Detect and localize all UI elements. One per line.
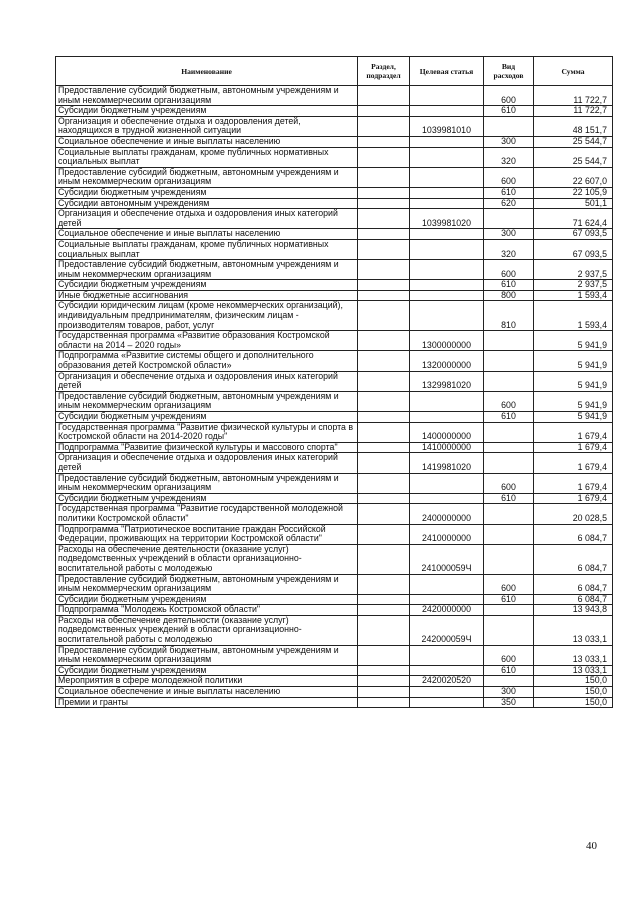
row-section-cell — [358, 453, 410, 473]
row-section-cell — [358, 422, 410, 442]
table-row — [56, 524, 613, 544]
table-row — [56, 147, 613, 167]
row-kind-cell: 610 — [484, 106, 534, 117]
row-target-cell: 2420000000 — [410, 605, 484, 616]
table-row — [56, 301, 613, 331]
row-target-cell: 1039981010 — [410, 116, 484, 136]
row-target-cell: 242000059Ч — [410, 615, 484, 645]
row-sum-cell: 25 544,7 — [534, 136, 613, 147]
row-name-cell: Субсидии автономным учреждениям — [56, 198, 358, 209]
row-sum-cell: 13 033,1 — [534, 615, 613, 645]
row-target-cell: 2420020520 — [410, 676, 484, 687]
row-section-cell — [358, 493, 410, 504]
row-section-cell — [358, 116, 410, 136]
row-target-cell — [410, 106, 484, 117]
table-row — [56, 371, 613, 391]
row-kind-cell: 620 — [484, 198, 534, 209]
row-section-cell — [358, 676, 410, 687]
table-header-row — [56, 57, 613, 86]
row-kind-cell: 810 — [484, 301, 534, 331]
row-target-cell — [410, 239, 484, 259]
row-kind-cell — [484, 453, 534, 473]
row-section-cell — [358, 301, 410, 331]
row-sum-cell: 1 593,4 — [534, 290, 613, 301]
row-section-cell — [358, 136, 410, 147]
row-kind-cell: 610 — [484, 280, 534, 291]
row-name-cell: Субсидии бюджетным учреждениям — [56, 594, 358, 605]
table-row — [56, 136, 613, 147]
row-sum-cell: 11 722,7 — [534, 106, 613, 117]
row-kind-cell — [484, 351, 534, 371]
row-section-cell — [358, 615, 410, 645]
row-section-cell — [358, 187, 410, 198]
row-target-cell — [410, 301, 484, 331]
table-row — [56, 615, 613, 645]
row-kind-cell: 600 — [484, 86, 534, 106]
row-target-cell: 2410000000 — [410, 524, 484, 544]
row-name-cell: Субсидии бюджетным учреждениям — [56, 493, 358, 504]
row-target-cell — [410, 187, 484, 198]
table-row — [56, 260, 613, 280]
row-sum-cell: 6 084,7 — [534, 574, 613, 594]
row-kind-cell: 610 — [484, 493, 534, 504]
row-target-cell — [410, 697, 484, 708]
row-sum-cell: 6 084,7 — [534, 524, 613, 544]
row-name-cell: Подпрограмма "Развитие физической культуры и массового спорта" — [56, 442, 358, 453]
table-row — [56, 605, 613, 616]
row-kind-cell: 610 — [484, 665, 534, 676]
row-name-cell: Предоставление субсидий бюджетным, автономным учреждениям и иным некоммерческим организациям — [56, 167, 358, 187]
row-name-cell: Субсидии юридическим лицам (кроме некоммерческих организаций), индивидуальным предпринимателям, физическим лицам - производителям товаров, работ, услуг — [56, 301, 358, 331]
row-kind-cell — [484, 422, 534, 442]
row-target-cell: 2400000000 — [410, 504, 484, 524]
table-row — [56, 86, 613, 106]
row-sum-cell: 22 607,0 — [534, 167, 613, 187]
row-kind-cell — [484, 544, 534, 574]
row-kind-cell — [484, 331, 534, 351]
row-name-cell: Предоставление субсидий бюджетным, автономным учреждениям и иным некоммерческим организациям — [56, 645, 358, 665]
row-section-cell — [358, 697, 410, 708]
table-row — [56, 290, 613, 301]
row-section-cell — [358, 665, 410, 676]
table-row — [56, 116, 613, 136]
table-row — [56, 209, 613, 229]
row-section-cell — [358, 147, 410, 167]
row-name-cell: Предоставление субсидий бюджетным, автономным учреждениям и иным некоммерческим организациям — [56, 574, 358, 594]
row-target-cell — [410, 412, 484, 423]
row-sum-cell: 1 679,4 — [534, 453, 613, 473]
row-name-cell: Предоставление субсидий бюджетным, автономным учреждениям и иным некоммерческим организациям — [56, 391, 358, 411]
table-row — [56, 167, 613, 187]
row-kind-cell — [484, 615, 534, 645]
table-row — [56, 473, 613, 493]
row-target-cell — [410, 594, 484, 605]
row-target-cell: 241000059Ч — [410, 544, 484, 574]
row-target-cell — [410, 136, 484, 147]
row-target-cell: 1419981020 — [410, 453, 484, 473]
row-sum-cell: 150,0 — [534, 687, 613, 698]
row-name-cell: Подпрограмма "Патриотическое воспитание граждан Российской Федерации, проживающих на территории Костромской области" — [56, 524, 358, 544]
row-sum-cell: 5 941,9 — [534, 391, 613, 411]
row-sum-cell: 71 624,4 — [534, 209, 613, 229]
header-kind: Вид расходов — [484, 57, 534, 86]
row-kind-cell — [484, 605, 534, 616]
row-section-cell — [358, 605, 410, 616]
header-sum: Сумма — [534, 57, 613, 86]
row-sum-cell: 1 679,4 — [534, 493, 613, 504]
row-sum-cell: 67 093,5 — [534, 229, 613, 240]
table-row — [56, 331, 613, 351]
table-row — [56, 351, 613, 371]
row-target-cell — [410, 280, 484, 291]
row-sum-cell: 150,0 — [534, 676, 613, 687]
row-kind-cell — [484, 116, 534, 136]
row-target-cell: 1329981020 — [410, 371, 484, 391]
table-row — [56, 280, 613, 291]
row-name-cell: Государственная программа «Развитие образования Костромской области на 2014 – 2020 годы» — [56, 331, 358, 351]
row-kind-cell — [484, 209, 534, 229]
row-sum-cell: 20 028,5 — [534, 504, 613, 524]
table-row — [56, 239, 613, 259]
row-name-cell: Иные бюджетные ассигнования — [56, 290, 358, 301]
row-sum-cell: 6 084,7 — [534, 544, 613, 574]
table-row — [56, 544, 613, 574]
row-section-cell — [358, 524, 410, 544]
row-name-cell: Подпрограмма «Развитие системы общего и дополнительного образования детей Костромской области» — [56, 351, 358, 371]
row-name-cell: Премии и гранты — [56, 697, 358, 708]
row-target-cell: 1400000000 — [410, 422, 484, 442]
row-name-cell: Социальное обеспечение и иные выплаты населению — [56, 687, 358, 698]
row-sum-cell: 2 937,5 — [534, 280, 613, 291]
table-row — [56, 422, 613, 442]
row-section-cell — [358, 442, 410, 453]
row-sum-cell: 1 593,4 — [534, 301, 613, 331]
row-kind-cell: 610 — [484, 594, 534, 605]
row-name-cell: Расходы на обеспечение деятельности (оказание услуг) подведомственных учреждений в области организационно-воспитательной работы с молодежью — [56, 544, 358, 574]
row-kind-cell: 610 — [484, 187, 534, 198]
row-section-cell — [358, 351, 410, 371]
row-name-cell: Социальные выплаты гражданам, кроме публичных нормативных социальных выплат — [56, 239, 358, 259]
row-sum-cell: 501,1 — [534, 198, 613, 209]
table-row — [56, 493, 613, 504]
row-section-cell — [358, 209, 410, 229]
row-name-cell: Государственная программа "Развитие физической культуры и спорта в Костромской области на 2014-2020 годы" — [56, 422, 358, 442]
row-target-cell — [410, 665, 484, 676]
row-kind-cell: 350 — [484, 697, 534, 708]
table-row — [56, 504, 613, 524]
row-kind-cell: 600 — [484, 260, 534, 280]
row-sum-cell: 1 679,4 — [534, 442, 613, 453]
row-section-cell — [358, 544, 410, 574]
row-target-cell — [410, 391, 484, 411]
row-target-cell — [410, 290, 484, 301]
row-target-cell — [410, 473, 484, 493]
row-kind-cell — [484, 524, 534, 544]
row-name-cell: Организация и обеспечение отдыха и оздоровления иных категорий детей — [56, 371, 358, 391]
row-sum-cell: 150,0 — [534, 697, 613, 708]
row-target-cell — [410, 86, 484, 106]
row-name-cell: Социальное обеспечение и иные выплаты населению — [56, 136, 358, 147]
row-kind-cell: 600 — [484, 473, 534, 493]
row-target-cell: 1320000000 — [410, 351, 484, 371]
row-name-cell: Организация и обеспечение отдыха и оздоровления детей, находящихся в трудной жизненной ситуации — [56, 116, 358, 136]
row-target-cell — [410, 645, 484, 665]
table-row — [56, 687, 613, 698]
budget-table-container — [55, 56, 612, 708]
row-section-cell — [358, 371, 410, 391]
row-sum-cell: 13 943,8 — [534, 605, 613, 616]
row-name-cell: Организация и обеспечение отдыха и оздоровления иных категорий детей — [56, 209, 358, 229]
row-section-cell — [358, 687, 410, 698]
table-row — [56, 594, 613, 605]
row-target-cell: 1039981020 — [410, 209, 484, 229]
row-sum-cell: 2 937,5 — [534, 260, 613, 280]
row-name-cell: Субсидии бюджетным учреждениям — [56, 412, 358, 423]
table-row — [56, 391, 613, 411]
table-row — [56, 697, 613, 708]
row-name-cell: Организация и обеспечение отдыха и оздоровления иных категорий детей — [56, 453, 358, 473]
row-target-cell — [410, 493, 484, 504]
table-row — [56, 645, 613, 665]
row-target-cell — [410, 147, 484, 167]
row-target-cell — [410, 574, 484, 594]
row-section-cell — [358, 645, 410, 665]
table-row — [56, 187, 613, 198]
row-target-cell: 1300000000 — [410, 331, 484, 351]
row-section-cell — [358, 574, 410, 594]
row-target-cell — [410, 198, 484, 209]
row-section-cell — [358, 86, 410, 106]
row-section-cell — [358, 280, 410, 291]
row-name-cell: Субсидии бюджетным учреждениям — [56, 187, 358, 198]
row-sum-cell: 13 033,1 — [534, 665, 613, 676]
row-section-cell — [358, 106, 410, 117]
row-sum-cell: 22 105,9 — [534, 187, 613, 198]
table-row — [56, 198, 613, 209]
row-kind-cell: 600 — [484, 391, 534, 411]
row-name-cell: Подпрограмма "Молодежь Костромской области" — [56, 605, 358, 616]
row-sum-cell: 67 093,5 — [534, 239, 613, 259]
row-kind-cell: 320 — [484, 239, 534, 259]
row-kind-cell: 320 — [484, 147, 534, 167]
row-target-cell — [410, 687, 484, 698]
row-sum-cell: 5 941,9 — [534, 371, 613, 391]
table-row — [56, 453, 613, 473]
row-name-cell: Субсидии бюджетным учреждениям — [56, 280, 358, 291]
row-kind-cell: 610 — [484, 412, 534, 423]
row-kind-cell: 600 — [484, 167, 534, 187]
table-body — [56, 86, 613, 708]
row-target-cell — [410, 229, 484, 240]
row-name-cell: Предоставление субсидий бюджетным, автономным учреждениям и иным некоммерческим организациям — [56, 473, 358, 493]
row-section-cell — [358, 260, 410, 280]
page-number: 40 — [586, 840, 597, 852]
row-name-cell: Расходы на обеспечение деятельности (оказание услуг) подведомственных учреждений в области организационно-воспитательной работы с молодежью — [56, 615, 358, 645]
row-target-cell: 1410000000 — [410, 442, 484, 453]
row-sum-cell: 13 033,1 — [534, 645, 613, 665]
row-kind-cell: 800 — [484, 290, 534, 301]
row-name-cell: Государственная программа "Развитие государственной молодежной политики Костромской области" — [56, 504, 358, 524]
row-kind-cell — [484, 442, 534, 453]
table-row — [56, 665, 613, 676]
row-sum-cell: 5 941,9 — [534, 412, 613, 423]
row-section-cell — [358, 198, 410, 209]
row-kind-cell: 300 — [484, 136, 534, 147]
row-name-cell: Предоставление субсидий бюджетным, автономным учреждениям и иным некоммерческим организациям — [56, 86, 358, 106]
header-section: Раздел, подраздел — [358, 57, 410, 86]
row-name-cell: Социальное обеспечение и иные выплаты населению — [56, 229, 358, 240]
row-name-cell: Субсидии бюджетным учреждениям — [56, 106, 358, 117]
row-kind-cell — [484, 504, 534, 524]
row-section-cell — [358, 412, 410, 423]
row-sum-cell: 1 679,4 — [534, 422, 613, 442]
header-target: Целевая статья — [410, 57, 484, 86]
row-name-cell: Социальные выплаты гражданам, кроме публичных нормативных социальных выплат — [56, 147, 358, 167]
row-sum-cell: 5 941,9 — [534, 331, 613, 351]
row-sum-cell: 48 151,7 — [534, 116, 613, 136]
row-kind-cell — [484, 371, 534, 391]
row-section-cell — [358, 594, 410, 605]
row-kind-cell: 300 — [484, 229, 534, 240]
table-row — [56, 442, 613, 453]
row-section-cell — [358, 391, 410, 411]
row-section-cell — [358, 239, 410, 259]
row-section-cell — [358, 331, 410, 351]
table-row — [56, 574, 613, 594]
row-section-cell — [358, 167, 410, 187]
row-sum-cell: 11 722,7 — [534, 86, 613, 106]
table-row — [56, 229, 613, 240]
budget-table — [55, 56, 613, 708]
row-section-cell — [358, 473, 410, 493]
row-kind-cell: 600 — [484, 574, 534, 594]
table-row — [56, 676, 613, 687]
table-row — [56, 106, 613, 117]
row-sum-cell: 25 544,7 — [534, 147, 613, 167]
row-target-cell — [410, 260, 484, 280]
row-section-cell — [358, 504, 410, 524]
row-target-cell — [410, 167, 484, 187]
row-kind-cell: 600 — [484, 645, 534, 665]
row-sum-cell: 6 084,7 — [534, 594, 613, 605]
row-section-cell — [358, 290, 410, 301]
table-row — [56, 412, 613, 423]
row-name-cell: Мероприятия в сфере молодежной политики — [56, 676, 358, 687]
row-sum-cell: 1 679,4 — [534, 473, 613, 493]
row-kind-cell: 300 — [484, 687, 534, 698]
row-sum-cell: 5 941,9 — [534, 351, 613, 371]
header-name: Наименование — [56, 57, 358, 86]
row-name-cell: Субсидии бюджетным учреждениям — [56, 665, 358, 676]
row-kind-cell — [484, 676, 534, 687]
row-section-cell — [358, 229, 410, 240]
row-name-cell: Предоставление субсидий бюджетным, автономным учреждениям и иным некоммерческим организациям — [56, 260, 358, 280]
